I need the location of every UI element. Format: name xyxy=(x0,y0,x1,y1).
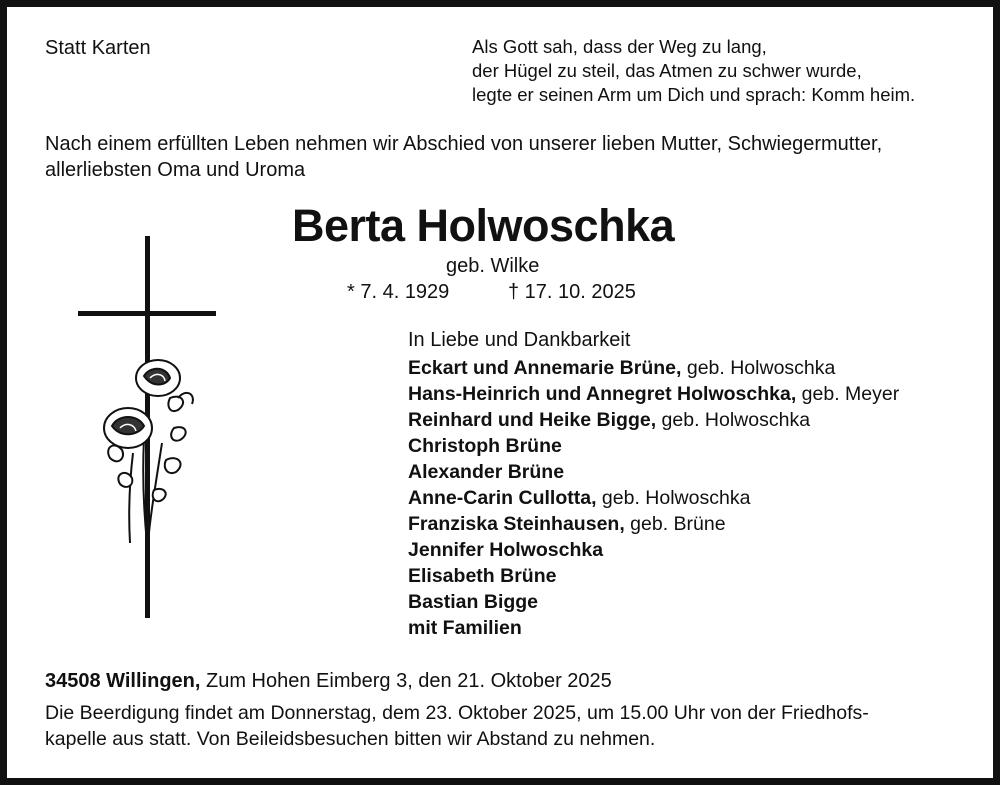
mourner-entry xyxy=(408,381,899,407)
mourner-suffix: geb. Meyer xyxy=(796,383,900,405)
statt-karten-label: Statt Karten xyxy=(45,37,151,59)
address-street-date: Zum Hohen Eimberg 3, den 21. Oktober 2025 xyxy=(200,670,612,692)
address-line xyxy=(45,668,612,694)
address-town: 34508 Willingen, xyxy=(45,670,201,692)
birth-date: * 7. 4. 1929 xyxy=(347,281,450,303)
mourner-name: Jennifer Holwoschka xyxy=(408,539,604,561)
mourner-entry xyxy=(408,485,750,511)
poem-line: der Hügel zu steil, das Atmen zu schwer wurde, xyxy=(472,60,862,81)
death-date: † 17. 10. 2025 xyxy=(508,281,636,303)
mourner-name: Eckart und Annemarie Brüne, xyxy=(408,357,682,379)
mourner-name: Anne-Carin Cullotta, xyxy=(408,487,597,509)
mourner-entry xyxy=(408,511,726,537)
intro-text: Nach einem erfüllten Leben nehmen wir Abschied von unserer lieben Mutter, Schwiegermutter, xyxy=(45,133,883,155)
mourner-name: Christoph Brüne xyxy=(408,435,562,457)
mourner-entry xyxy=(408,459,564,485)
mourner-entry xyxy=(408,537,603,563)
mourner-suffix: geb. Holwoschka xyxy=(596,487,751,509)
mourner-name: Bastian Bigge xyxy=(408,591,539,613)
mourner-entry xyxy=(408,407,810,433)
deceased-name: Berta Holwoschka xyxy=(292,200,675,251)
mourner-suffix: geb. Brüne xyxy=(624,513,726,535)
mourner-entry xyxy=(408,433,562,459)
cross-with-roses-icon xyxy=(70,228,230,625)
mourner-entry xyxy=(408,355,835,381)
mourner-name: Hans-Heinrich und Annegret Holwoschka, xyxy=(408,383,797,405)
mourner-name: Reinhard und Heike Bigge, xyxy=(408,409,657,431)
funeral-info: Die Beerdigung findet am Donnerstag, dem 23. Oktober 2025, um 15.00 Uhr von der Friedhofs- xyxy=(45,702,869,724)
mourners-heading: In Liebe und Dankbarkeit xyxy=(408,329,631,351)
intro-text: allerliebsten Oma und Uroma xyxy=(45,159,306,181)
mourner-entry xyxy=(408,563,556,589)
poem-line: Als Gott sah, dass der Weg zu lang, xyxy=(472,36,767,57)
mourner-entry xyxy=(408,589,538,615)
mourner-suffix: geb. Holwoschka xyxy=(681,357,836,379)
mourner-entry xyxy=(408,615,522,641)
mourner-name: Alexander Brüne xyxy=(408,461,565,483)
maiden-name: geb. Wilke xyxy=(446,255,540,277)
funeral-info: kapelle aus statt. Von Beileidsbesuchen bitten wir Abstand zu nehmen. xyxy=(45,728,656,750)
poem-line: legte er seinen Arm um Dich und sprach: Komm heim. xyxy=(472,84,916,105)
mourner-suffix: geb. Holwoschka xyxy=(656,409,811,431)
mourner-name: mit Familien xyxy=(408,617,522,639)
mourner-name: Elisabeth Brüne xyxy=(408,565,557,587)
mourner-name: Franziska Steinhausen, xyxy=(408,513,625,535)
